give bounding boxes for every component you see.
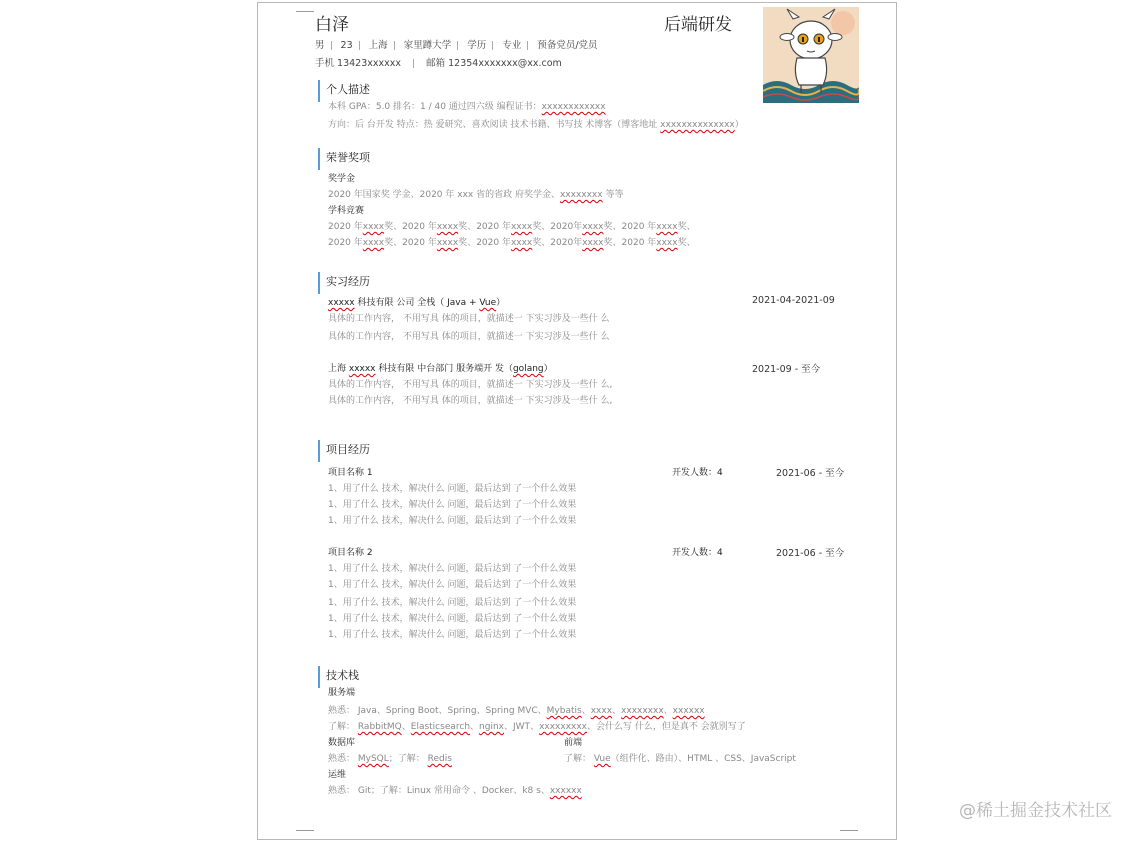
internship-2-date: 2021-09 - 至今 xyxy=(752,364,821,375)
company-city: 上海 xyxy=(328,364,349,374)
internship-1-date: 2021-04-2021-09 xyxy=(752,295,835,306)
project-1-date: 2021-06 - 至今 xyxy=(776,468,845,479)
age: 23 xyxy=(340,40,353,51)
project-2-line: 1、用了什么 技术，解决什么 问题，最后达到 了一个什么效果 xyxy=(328,598,577,608)
server-line-2 xyxy=(328,719,746,732)
crop-mark xyxy=(840,830,858,841)
tech-vue: Vue xyxy=(593,754,611,764)
phone-label: 手机 xyxy=(315,58,335,69)
tech-redis: Redis xyxy=(427,754,452,764)
scholarship-placeholder: xxxxxxxx xyxy=(559,190,603,200)
comp-year: 2020年 xyxy=(550,238,583,248)
server-line-1 xyxy=(328,703,705,716)
project-2-line: 1、用了什么 技术，解决什么 问题，最后达到 了一个什么效果 xyxy=(328,630,577,640)
ops-tech-list: 熟悉： Git；了解：Linux 常用命令 、Docker、k8 s、 xyxy=(328,786,550,796)
degree: 学历 xyxy=(467,40,487,51)
avatar xyxy=(763,7,859,103)
frontend-label: 前端 xyxy=(564,738,583,748)
project-1-line: 1、用了什么 技术，解决什么 问题，最后达到 了一个什么效果 xyxy=(328,500,577,510)
project-1-team: 开发人数：4 xyxy=(672,468,723,478)
comp-year: 2020 年 xyxy=(402,238,437,248)
site-watermark: @稀土掘金技术社区 xyxy=(959,801,1112,821)
comp-suffix: 奖、 xyxy=(532,238,551,248)
server-label: 服务端 xyxy=(328,688,356,698)
scholarship-label: 奖学金 xyxy=(328,174,356,184)
comp-x: xxxx xyxy=(436,222,459,232)
comp-suffix: 奖、 xyxy=(458,238,477,248)
tech-nginx: nginx xyxy=(479,722,504,732)
comp-suffix: 奖、 xyxy=(603,238,622,248)
internship-1-line: 具体的工作内容， 不用写具 体的项目，就描述一 下实习涉及一些什 么 xyxy=(328,332,610,342)
comp-x: xxxx xyxy=(362,238,385,248)
goat-avatar-illustration xyxy=(763,7,859,103)
project-2-date: 2021-06 - 至今 xyxy=(776,548,845,559)
internship-1-line: 具体的工作内容， 不用写具 体的项目，就描述一 下实习涉及一些什 么 xyxy=(328,314,610,324)
section-marker xyxy=(318,80,320,102)
section-marker xyxy=(318,440,320,462)
sep: 、 xyxy=(612,706,622,716)
paren-close: ） xyxy=(496,298,506,308)
server-know: 了解： xyxy=(328,722,358,732)
fe-know: 了解： xyxy=(564,754,594,764)
resume-page xyxy=(257,2,897,840)
contact-row xyxy=(315,55,562,69)
comp-x: xxxx xyxy=(582,238,604,248)
paren-close: ） xyxy=(543,364,553,374)
section-title-projects: 项目经历 xyxy=(326,443,370,456)
section-title-honors: 荣誉奖项 xyxy=(326,151,370,164)
certificate-value: xxxxxxxxxxxx xyxy=(541,102,606,112)
comp-suffix: 奖、 xyxy=(384,222,403,232)
tech-vue: Vue xyxy=(479,298,497,308)
gender: 男 xyxy=(315,40,325,51)
email-value: 12354xxxxxxx@xx.com xyxy=(448,58,562,69)
project-1-line: 1、用了什么 技术，解决什么 问题，最后达到 了一个什么效果 xyxy=(328,516,577,526)
comp-year: 2020 年 xyxy=(328,238,363,248)
tech-x: xxxxxxxx xyxy=(621,706,664,716)
sep: 、 xyxy=(470,722,480,732)
comp-suffix: 奖、 xyxy=(384,238,403,248)
project-1-line: 1、用了什么 技术，解决什么 问题，最后达到 了一个什么效果 xyxy=(328,484,577,494)
comp-suffix: 奖、 xyxy=(677,222,696,232)
company-placeholder: xxxxx xyxy=(328,298,355,308)
internship-1-header xyxy=(328,295,505,308)
school: 家里蹲大学 xyxy=(403,40,452,51)
tech-jwt: 、JWT、 xyxy=(504,722,540,732)
comp-year: 2020 年 xyxy=(476,238,511,248)
comp-suffix: 奖、 xyxy=(458,222,477,232)
tech-mybatis: Mybatis xyxy=(546,706,582,716)
internship-2-header xyxy=(328,361,553,374)
db-line xyxy=(328,751,452,764)
company-role: 科技有限 公司 全栈（ Java + xyxy=(354,298,480,308)
tech-x: xxxx xyxy=(590,706,613,716)
db-familiar: 熟悉： xyxy=(328,754,358,764)
comp-year: 2020 年 xyxy=(621,238,657,248)
section-title-stack: 技术栈 xyxy=(326,669,359,682)
scholarship-tail: 等等 xyxy=(602,190,624,200)
db-label: 数据库 xyxy=(328,738,356,748)
project-2-line: 1、用了什么 技术，解决什么 问题，最后达到 了一个什么效果 xyxy=(328,614,577,624)
section-title-profile: 个人描述 xyxy=(326,83,370,96)
comp-x: xxxx xyxy=(582,222,604,232)
comp-x: xxxx xyxy=(436,238,459,248)
sep: 、 xyxy=(663,706,673,716)
city: 上海 xyxy=(368,40,388,51)
competition-line-1 xyxy=(328,219,696,232)
company-placeholder: xxxxx xyxy=(348,364,376,374)
comp-x: xxxx xyxy=(510,238,533,248)
blog-url[interactable]: xxxxxxxxxxxxxx xyxy=(660,120,735,130)
basic-info-row xyxy=(315,37,598,51)
comp-x: xxxx xyxy=(362,222,385,232)
fe-tech-list: （组件化、路由）、HTML 、CSS、JavaScript xyxy=(610,754,796,764)
crop-mark xyxy=(296,1,314,12)
tech-elasticsearch: Elasticsearch xyxy=(410,722,471,732)
profile-direction-text: 方向：后 台开发 特点：热 爱研究、喜欢阅读 技术书籍、书写技 术博客（博客地址 xyxy=(328,120,661,130)
job-title: 后端研发 xyxy=(664,15,732,35)
profile-education-text: 本科 GPA：5.0 排名：1 / 40 通过四六级 编程证书： xyxy=(328,102,542,112)
comp-suffix: 奖、 xyxy=(603,222,622,232)
project-2-line: 1、用了什么 技术，解决什么 问题，最后达到 了一个什么效果 xyxy=(328,580,577,590)
tech-rabbitmq: RabbitMQ xyxy=(357,722,402,732)
comp-year: 2020年 xyxy=(550,222,583,232)
profile-line-2 xyxy=(328,117,744,130)
comp-year: 2020 年 xyxy=(621,222,657,232)
server-familiar: 熟悉： Java、Spring Boot、Spring、Spring MVC、 xyxy=(328,706,547,716)
db-know: ；了解： xyxy=(388,754,428,764)
section-title-internship: 实习经历 xyxy=(326,275,370,288)
sep: 、 xyxy=(581,706,591,716)
project-2-line: 1、用了什么 技术，解决什么 问题，最后达到 了一个什么效果 xyxy=(328,564,577,574)
tech-x: xxxxxx xyxy=(672,706,705,716)
comp-year: 2020 年 xyxy=(402,222,437,232)
comp-suffix: 奖、 xyxy=(677,238,696,248)
phone-value: 13423xxxxxx xyxy=(337,58,402,69)
crop-mark xyxy=(296,830,314,841)
comp-year: 2020 年 xyxy=(328,222,363,232)
competition-line-2 xyxy=(328,235,696,248)
project-2-name: 项目名称 2 xyxy=(328,548,373,558)
scholarship-text: 2020 年国家奖 学金、2020 年 xxx 省的省政 府奖学金、 xyxy=(328,190,560,200)
ops-line xyxy=(328,783,582,796)
comp-x: xxxx xyxy=(510,222,533,232)
project-2-team: 开发人数：4 xyxy=(672,548,723,558)
sep: 、 xyxy=(401,722,411,732)
profile-line-1 xyxy=(328,99,606,112)
ops-label: 运维 xyxy=(328,770,347,780)
major: 专业 xyxy=(502,40,522,51)
scholarship-line xyxy=(328,187,623,200)
comp-year: 2020 年 xyxy=(476,222,511,232)
comp-suffix: 奖、 xyxy=(532,222,551,232)
internship-2-line: 具体的工作内容， 不用写具 体的项目，就描述一 下实习涉及一些什 么, xyxy=(328,380,613,390)
server-note: 、会什么写 什么，但是真不 会就别写了 xyxy=(587,722,746,732)
section-marker xyxy=(318,272,320,294)
applicant-name: 白泽 xyxy=(315,15,349,35)
tech-x: xxxxxxxxx xyxy=(539,722,587,732)
tech-mysql: MySQL xyxy=(357,754,389,764)
comp-x: xxxx xyxy=(656,222,678,232)
section-marker xyxy=(318,666,320,688)
tech-x: xxxxxx xyxy=(549,786,582,796)
internship-2-line: 具体的工作内容， 不用写具 体的项目，就描述一 下实习涉及一些什 么, xyxy=(328,396,613,406)
tech-golang: golang xyxy=(512,364,544,374)
comp-x: xxxx xyxy=(656,238,678,248)
email-label: 邮箱 xyxy=(426,58,446,69)
political-status: 预备党员/党员 xyxy=(537,40,598,51)
frontend-line xyxy=(564,751,796,764)
paren-close: ） xyxy=(734,120,744,130)
competition-label: 学科竞赛 xyxy=(328,206,365,216)
company-role: 科技有限 中台部门 服务端开 发（ xyxy=(375,364,513,374)
project-1-name: 项目名称 1 xyxy=(328,468,373,478)
section-marker xyxy=(318,148,320,170)
